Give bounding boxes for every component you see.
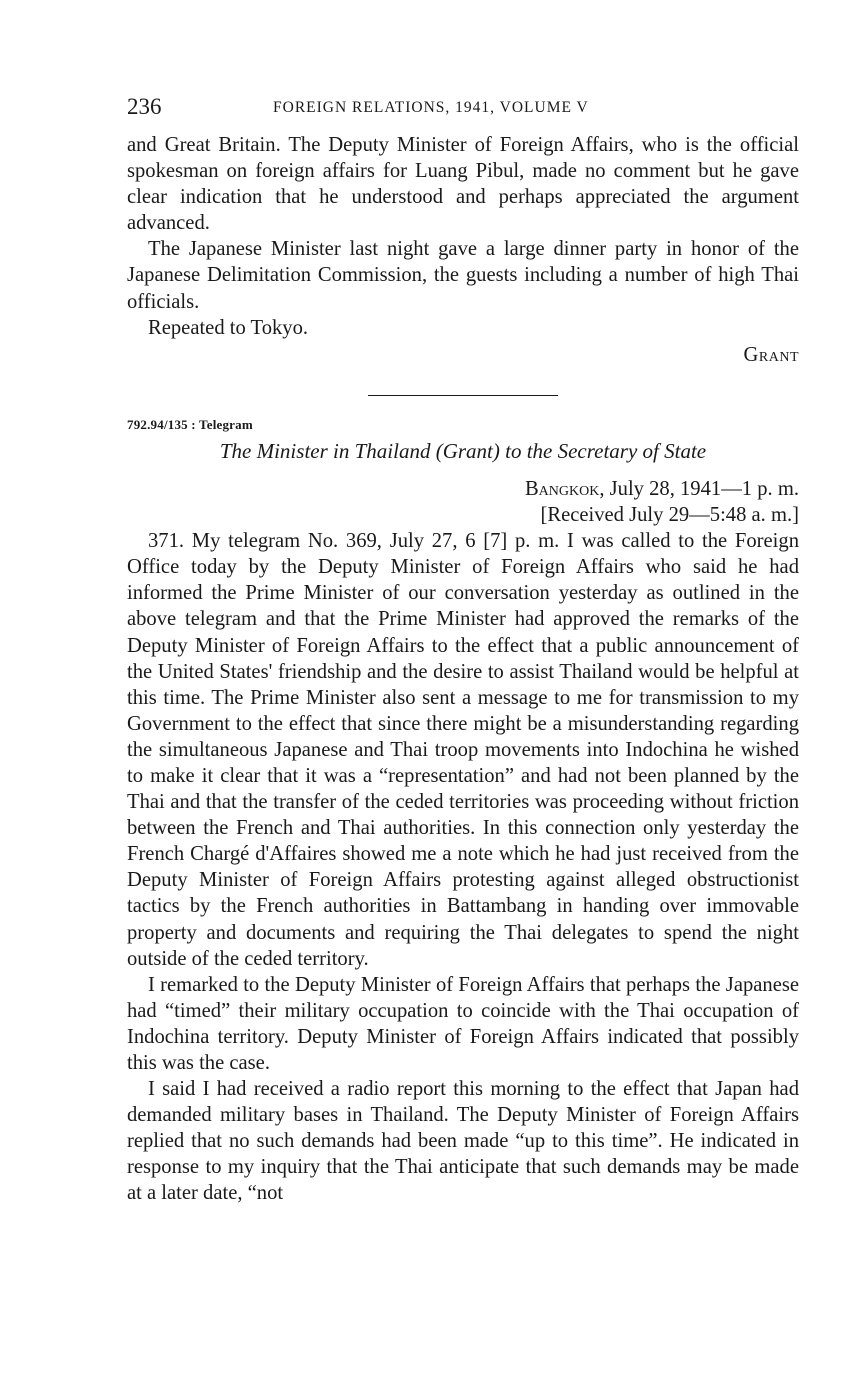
file-reference: 792.94/135 : Telegram [127,416,253,432]
running-title: FOREIGN RELATIONS, 1941, VOLUME V [273,99,589,116]
body-paragraph: The Japanese Minister last night gave a large dinner party in honor of the Japanese Delimitation Commission, the guests including a number of high Thai officials. [127,238,799,313]
dateline-date: , July 28, 1941—1 p. m. [599,477,799,500]
received-line: [Received July 29—5:48 a. m.] [540,504,799,527]
body-paragraph: and Great Britain. The Deputy Minister of Foreign Affairs, who is the official spokesman on foreign affairs for Luang Pibul, made no comment but he gave clear indication that he understood and perhaps appreciated the argument advanced. [127,134,799,235]
body-paragraph: Repeated to Tokyo. [148,316,309,339]
page-number: 236 [127,94,162,119]
document-page [127,92,799,1207]
body-paragraph: I remarked to the Deputy Minister of Foreign Affairs that perhaps the Japanese had “timed” their military occupation to coincide with the Thai occupation of Indochina territory. Deputy Minister of Foreign Affairs indicated that possibly this was the case. [127,973,799,1074]
signature: Grant [743,343,799,366]
running-header [127,92,799,122]
dateline [127,476,799,502]
body-paragraph: 371. My telegram No. 369, July 27, 6 [7] p. m. I was called to the Foreign Office today by the Deputy Minister of Foreign Affairs who said he had informed the Prime Minister of our conversation yesterday as outlined in the above telegram and that the Prime Minister had approved the remarks of the Deputy Minister of Foreign Affairs to the effect that a public announcement of the United States' friendship and the desire to assist Thailand would be helpful at this time. The Prime Minister also sent a message to me for transmission to my Government to the effect that since there might be a misunderstanding regarding the simultaneous Japanese and Thai troop movements into Indochina he wished to make it clear that it was a “representation” and had not been planned by the Thai and that the transfer of the ceded territories was proceeding without friction between the French and Thai authorities. In this connection only yesterday the French Chargé d'Affaires showed me a note which he had just received from the Deputy Minister of Foreign Affairs protesting against alleged obstructionist tactics by the French authorities in Battambang in handing over immovable property and documents and requiring the Thai delegates to spend the night outside of the ceded territory. [127,530,799,970]
section-divider [368,395,558,396]
body-paragraph: I said I had received a radio report this morning to the effect that Japan had demanded military bases in Thailand. The Deputy Minister of Foreign Affairs replied that no such demands had been made “up to this time”. He indicated in response to my inquiry that the Thai anticipate that such demands may be made at a later date, “not [127,1078,799,1205]
dateline-place: Bangkok [524,477,600,500]
document-heading: The Minister in Thailand (Grant) to the Secretary of State [219,438,707,463]
